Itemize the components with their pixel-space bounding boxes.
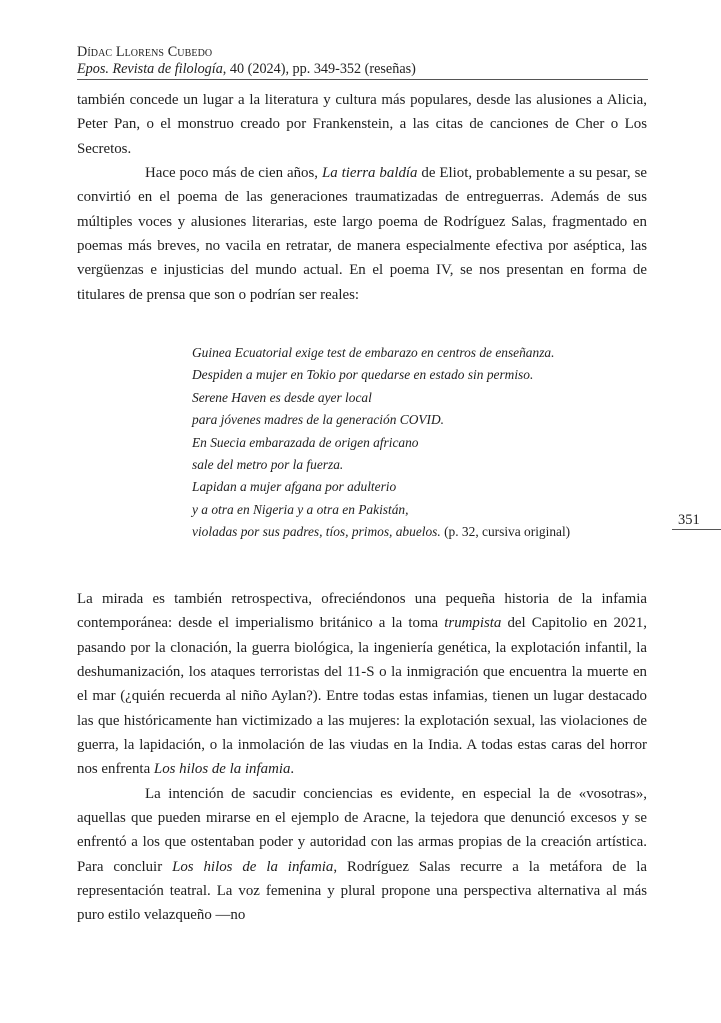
journal-title: Epos. Revista de filología [77, 61, 223, 77]
running-head [77, 44, 648, 80]
italic-title: Los hilos de la infamia [153, 761, 291, 778]
quote-citation: (p. 32, cursiva original) [440, 524, 571, 540]
page-number: 351 [672, 511, 721, 530]
poem-line: para jóvenes madres de la generación COVID. [192, 412, 445, 428]
poem-line: En Suecia embarazada de origen africano [192, 434, 419, 450]
running-head-author: Dídac Llorens Cubedo [77, 44, 213, 60]
text-segment: de Eliot, probablemente a su pesar, se convirtió en el poema de las generaciones traumatizadas de entreguerras. Además de sus múltiples voces y alusiones literarias, este largo poema de Rodríguez Salas, fragmentado en poemas más breves, no vacila en retratar, de manera especialmente efectiva por aséptica, las vergüenzas e injusticias del mundo actual. En el poema IV, se nos presentan en forma de titulares de prensa que son o podrían ser reales: [77, 165, 647, 303]
paragraph [77, 88, 647, 161]
poem-line: Lapidan a mujer afgana por adulterio [192, 479, 397, 495]
text-segment: . [290, 761, 295, 778]
poem-line: y a otra en Nigeria y a otra en Pakistán, [192, 501, 409, 517]
paragraph [77, 161, 647, 307]
block-quote-poem [192, 342, 652, 544]
paragraph [77, 782, 647, 928]
poem-line: Serene Haven es desde ayer local [192, 389, 372, 405]
citation-details: , 40 (2024), pp. 349-352 (reseñas) [222, 61, 416, 77]
text-segment: La intención de sacudir conciencias es evidente, en especial la de «vosotras», aquellas que pueden mirarse en el ejemplo de Aracne, la tejedora que denunció excesos y se enfrentó a los que ostentaban poder y autoridad con las armas propias de la creación artística. Para concluir [77, 785, 647, 875]
poem-line: sale del metro por la fuerza. [192, 457, 344, 473]
poem-line: Guinea Ecuatorial exige test de embarazo en centros de enseñanza. [192, 345, 555, 360]
paragraph [77, 587, 647, 782]
poem-line-text: violadas por sus padres, tíos, primos, abuelos. [192, 524, 441, 540]
italic-title: La tierra baldía [321, 165, 418, 182]
text-segment: Hace poco más de cien años, [145, 165, 322, 182]
poem-line-last [192, 521, 652, 543]
italic-term: trumpista [444, 615, 502, 632]
body-text-top [77, 88, 647, 307]
text-segment: del Capitolio en 2021, pasando por la clonación, la guerra biológica, la ingeniería genética, la explotación infantil, la deshumanización, los ataques terroristas del 11-S o la inmigración que encuentra la muerte en el mar (¿quién recuerda al niño Aylan?). Entre todas estas infamias, tienen un lugar destacado las que históricamente han victimizado a las mujeres: la explotación sexual, las violaciones de guerra, la lapidación, o la inmolación de las viudas en la India. A todas estas caras del horror nos enfrenta [77, 615, 647, 778]
body-text-bottom [77, 587, 647, 928]
text-segment: también concede un lugar a la literatura y cultura más populares, desde las alusiones a Alicia, Peter Pan, o el monstruo creado por Frankenstein, a las citas de canciones de Cher o Los Secretos. [77, 92, 647, 157]
italic-title: Los hilos de la infamia [172, 858, 334, 875]
poem-line: Despiden a mujer en Tokio por quedarse en estado sin permiso. [192, 367, 534, 383]
running-head-citation [77, 61, 648, 78]
text-segment: , Rodríguez Salas recurre a la metáfora de la representación teatral. La voz femenina y plural propone una perspectiva alternativa al más puro estilo velazqueño —no [77, 858, 647, 924]
text-segment: La mirada es también retrospectiva, ofreciéndonos una pequeña historia de la infamia contemporánea: desde el imperialismo británico a la toma [77, 591, 647, 632]
